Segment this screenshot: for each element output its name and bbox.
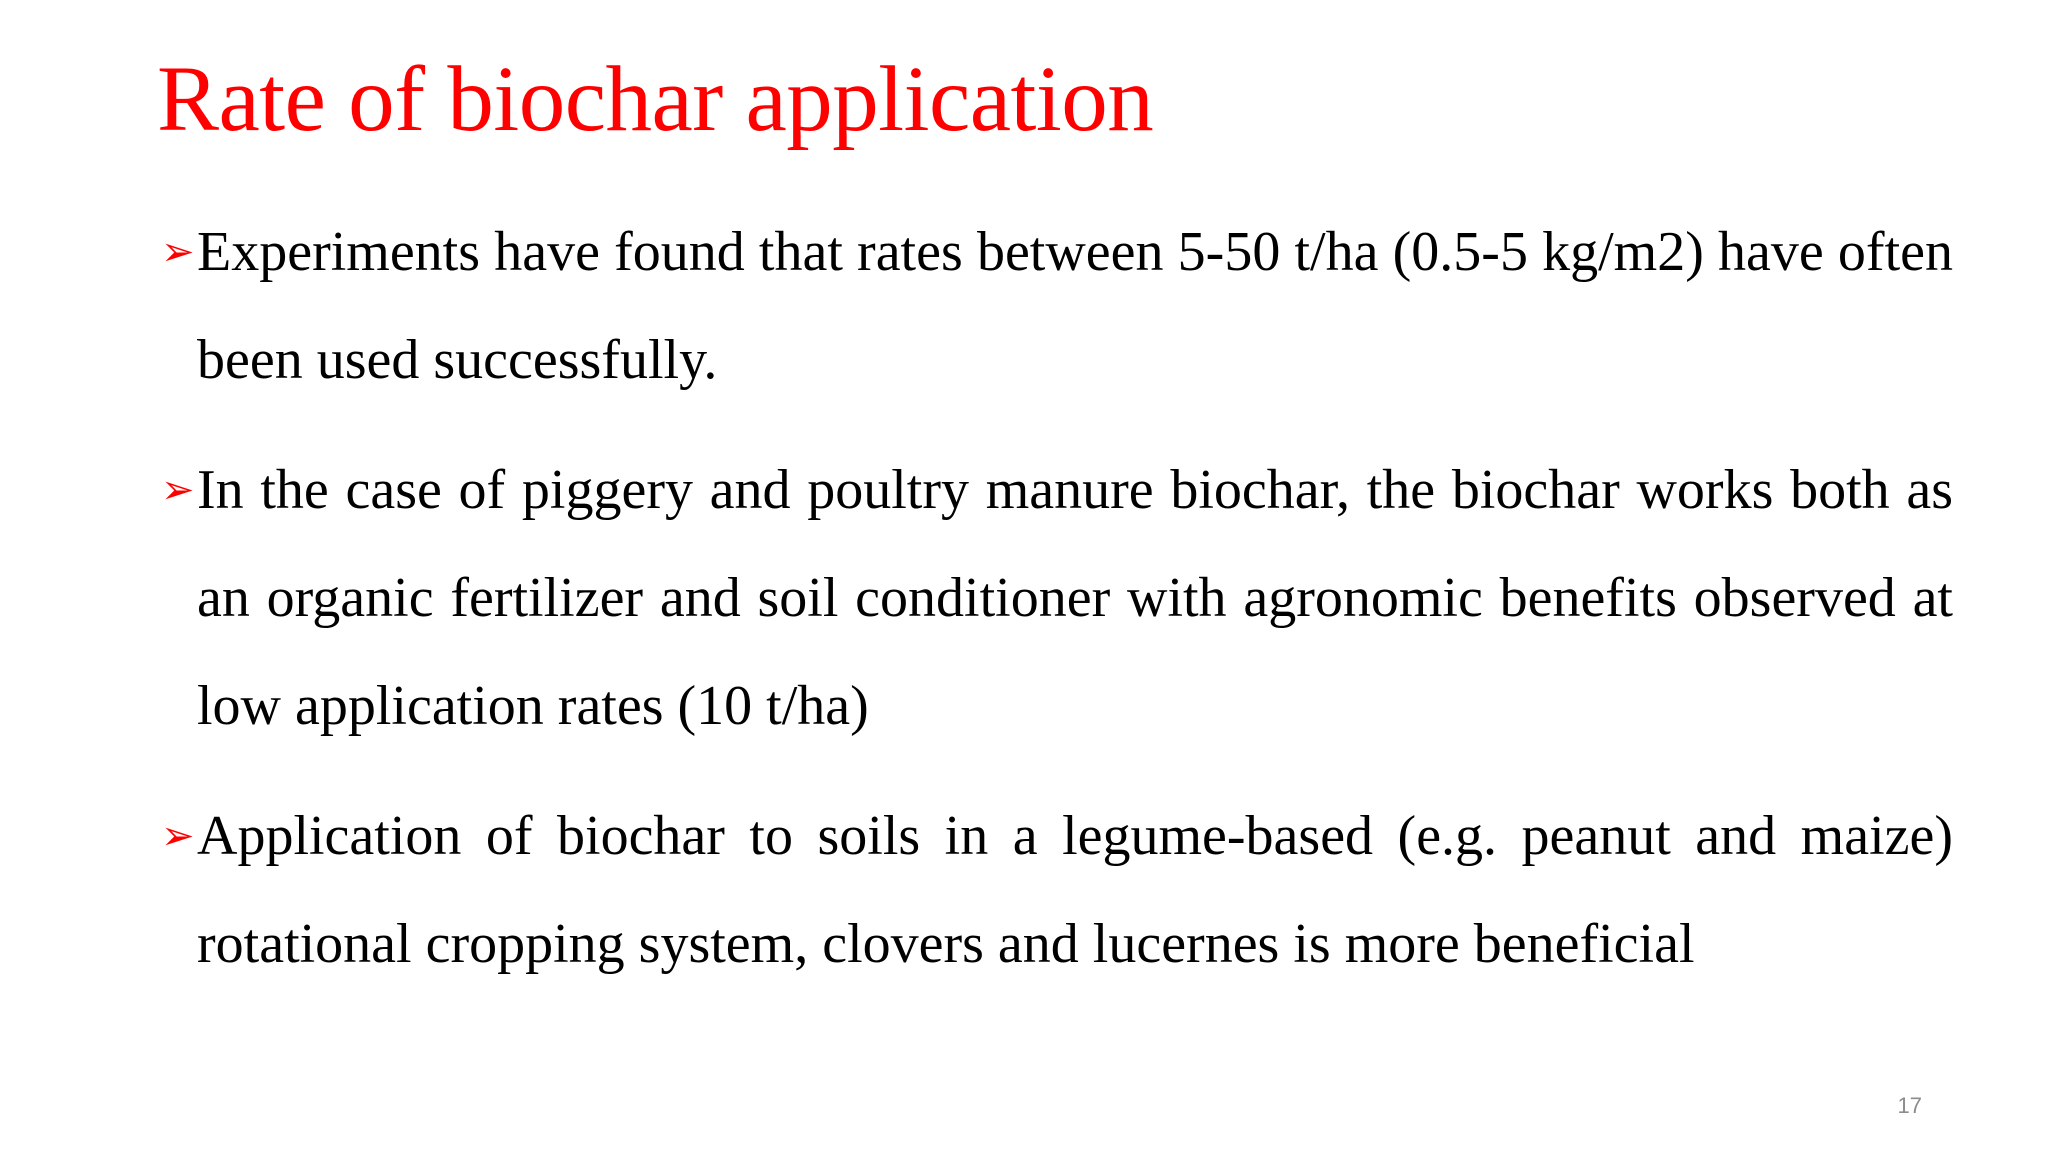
bullet-text: Experiments have found that rates between 5-50 t/ha (0.5-5 kg/m2) have often been used successfully. [197, 221, 1953, 391]
slide-title: Rate of biochar application [157, 48, 1154, 151]
arrowhead-icon: ➢ [161, 813, 195, 859]
arrowhead-icon: ➢ [161, 467, 195, 513]
bullet-item [157, 782, 1953, 998]
bullet-item [157, 436, 1953, 760]
bullet-text: In the case of piggery and poultry manure biochar, the biochar works both as an organic fertilizer and soil conditioner with agronomic benefits observed at low application rates (10 t/ha) [197, 459, 1953, 737]
bullet-item [157, 198, 1953, 414]
bullet-text: Application of biochar to soils in a legume-based (e.g. peanut and maize) rotational cropping system, clovers and lucernes is more beneficial [197, 805, 1953, 975]
bullet-list [157, 198, 1953, 1020]
page-number: 17 [1897, 1093, 1922, 1118]
arrowhead-icon: ➢ [161, 229, 195, 275]
